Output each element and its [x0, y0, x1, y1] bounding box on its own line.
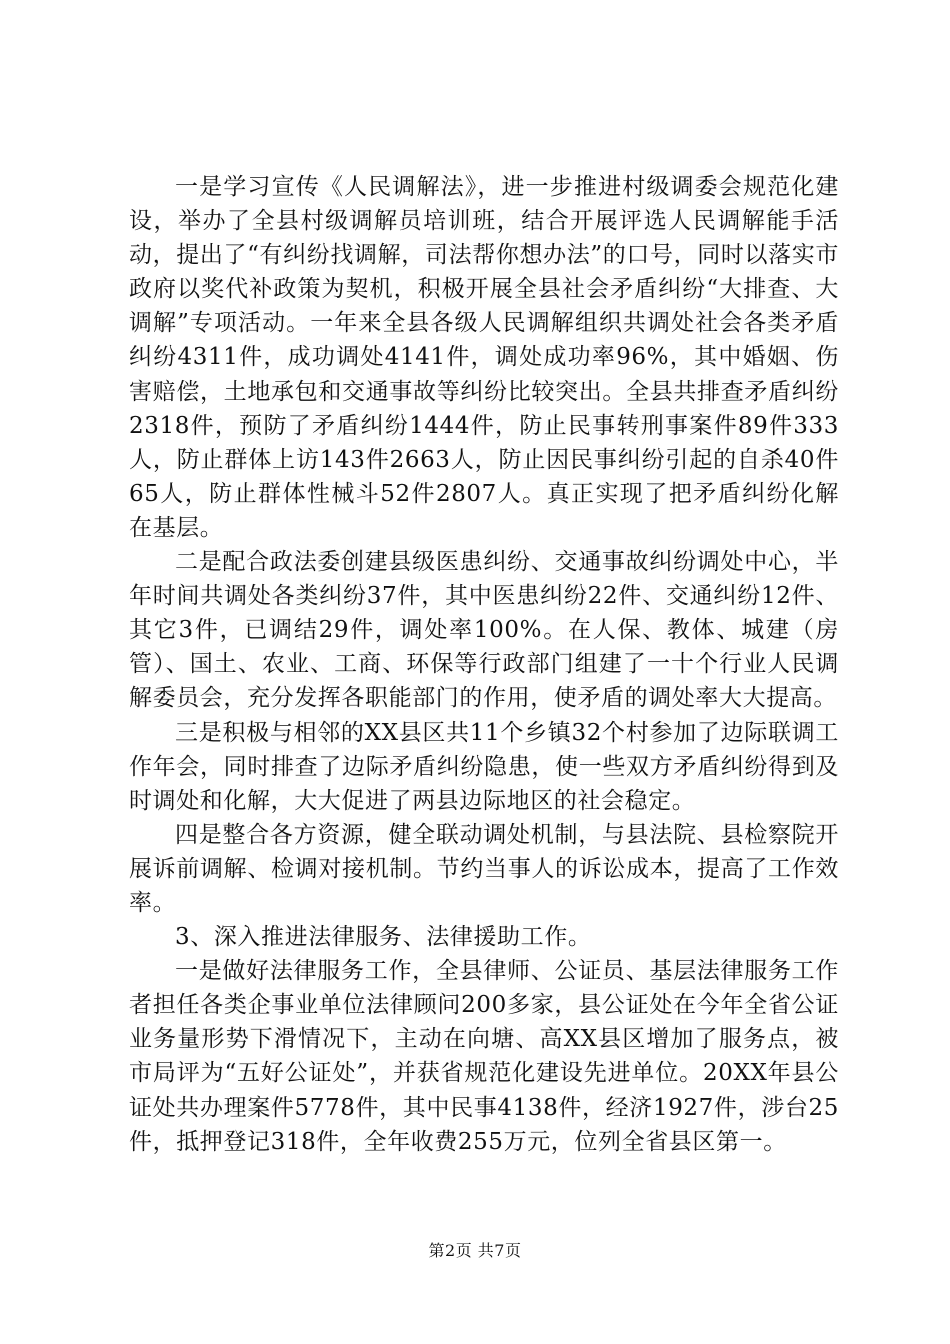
paragraph-4: 四是整合各方资源，健全联动调处机制，与县法院、县检察院开展诉前调解、检调对接机制。节约当事人的诉讼成本，提高了工作效率。 [129, 821, 839, 916]
paragraph-3: 三是积极与相邻的XX县区共11个乡镇32个村参加了边际联调工作年会，同时排查了边际矛盾纠纷隐患，使一些双方矛盾纠纷得到及时调处和化解，大大促进了两县边际地区的社会稳定。 [129, 719, 839, 814]
paragraph-1: 一是学习宣传《人民调解法》，进一步推进村级调委会规范化建设，举办了全县村级调解员培训班，结合开展评选人民调解能手活动，提出了“有纠纷找调解，司法帮你想办法”的口号，同时以落实市政府以奖代补政策为契机，积极开展全县社会矛盾纠纷“大排查、大调解”专项活动。一年来全县各级人民调解组织共调处社会各类矛盾纠纷4311件，成功调处4141件，调处成功率96%，其中婚姻、伤害赔偿，土地承包和交通事故等纠纷比较突出。全县共排查矛盾纠纷2318件，预防了矛盾纠纷1444件，防止民事转刑事案件89件333人，防止群体上访143件2663人，防止因民事纠纷引起的自杀40件65人，防止群体性械斗52件2807人。真正实现了把矛盾纠纷化解在基层。 [129, 174, 839, 541]
section-heading: 3、深入推进法律服务、法律援助工作。 [175, 924, 592, 951]
paragraph-5: 一是做好法律服务工作，全县律师、公证员、基层法律服务工作者担任各类企事业单位法律顾问200多家，县公证处在今年全省公证业务量形势下滑情况下，主动在向塘、高XX县区增加了服务点，被市局评为“五好公证处”，并获省规范化建设先进单位。20XX年县公证处共办理案件5778件，其中民事4138件，经济1927件，涉台25件，抵押登记318件，全年收费255万元，位列全省县区第一。 [129, 958, 839, 1155]
document-body [129, 170, 839, 1159]
paragraph-2: 二是配合政法委创建县级医患纠纷、交通事故纠纷调处中心，半年时间共调处各类纠纷37件，其中医患纠纷22件、交通纠纷12件、其它3件，已调结29件，调处率100%。在人保、教体、城建（房管）、国土、农业、工商、环保等行政部门组建了一十个行业人民调解委员会，充分发挥各职能部门的作用，使矛盾的调处率大大提高。 [129, 549, 839, 712]
page-number-footer: 第2页 共7页 [428, 1241, 522, 1260]
